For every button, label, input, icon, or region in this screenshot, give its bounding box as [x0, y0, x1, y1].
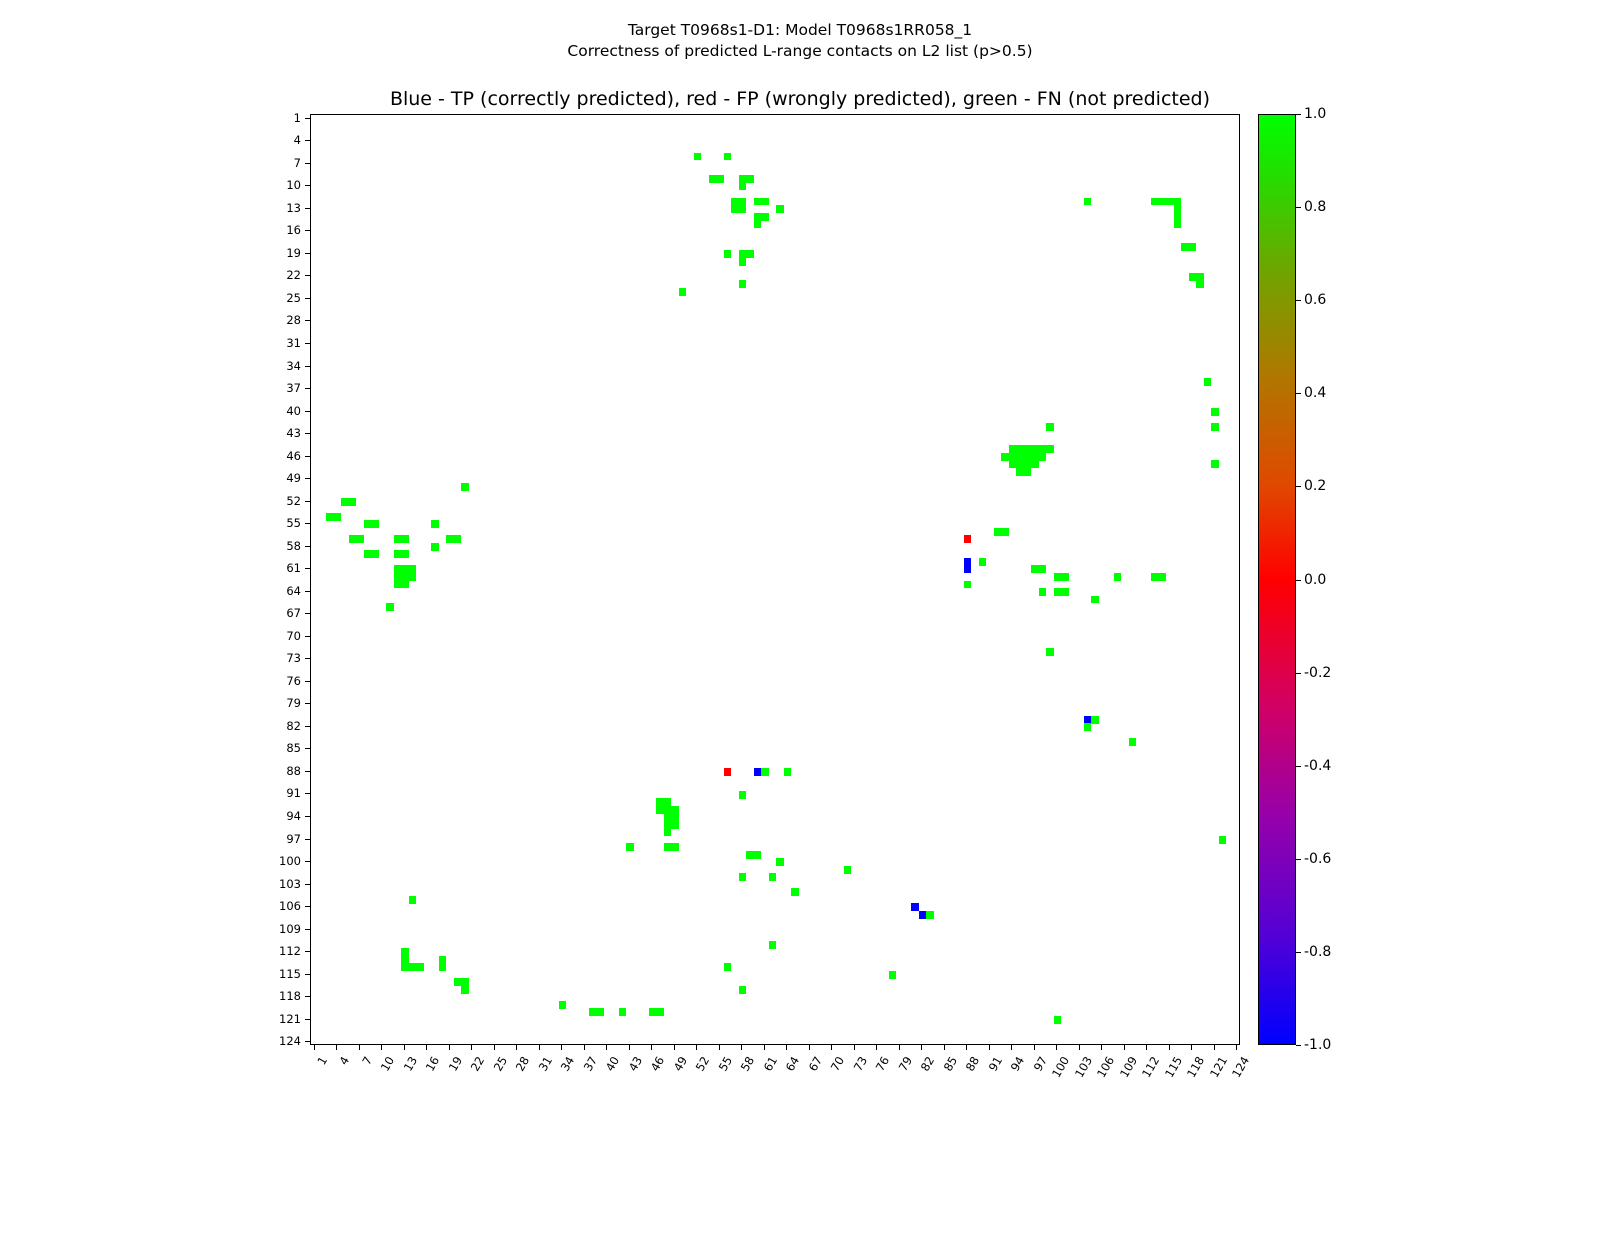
y-axis-tick-label: 79 [286, 696, 301, 711]
x-axis-tick-label: 22 [467, 1054, 488, 1074]
contact-cell [1039, 453, 1047, 461]
y-axis-tick-mark [305, 140, 310, 141]
x-axis-tick-mark [696, 1045, 697, 1050]
x-axis-tick-mark [516, 1045, 517, 1050]
x-axis-tick-mark [921, 1045, 922, 1050]
contact-cell [671, 821, 679, 829]
y-axis-tick-mark [305, 658, 310, 659]
colorbar-tick-label: 0.8 [1304, 199, 1327, 216]
y-axis-tick-mark [305, 681, 310, 682]
x-axis-tick-mark [786, 1045, 787, 1050]
y-axis-tick-label: 67 [286, 606, 301, 621]
y-axis-tick-label: 46 [286, 448, 301, 463]
contact-cell [1084, 198, 1092, 206]
contact-cells-layer [311, 115, 1239, 1044]
contact-cell [724, 963, 732, 971]
y-axis-tick-label: 58 [286, 538, 301, 553]
y-axis-tick-mark [305, 996, 310, 997]
colorbar-tick-mark [1296, 766, 1301, 767]
x-axis-tick-mark [1146, 1045, 1147, 1050]
x-axis-tick-mark [809, 1045, 810, 1050]
y-axis-tick-mark [305, 568, 310, 569]
y-axis-tick-mark [305, 320, 310, 321]
y-axis-tick-mark [305, 816, 310, 817]
y-axis-tick-mark [305, 433, 310, 434]
contact-cell [694, 153, 702, 161]
x-axis-tick-mark [741, 1045, 742, 1050]
x-axis-tick-label: 37 [580, 1054, 600, 1074]
y-axis-tick-label: 43 [286, 426, 301, 441]
colorbar-tick-label: 0.6 [1304, 292, 1327, 309]
y-axis-tick-label: 61 [286, 561, 301, 576]
y-axis-tick-mark [305, 793, 310, 794]
x-axis-tick-label: 28 [512, 1054, 533, 1074]
title-line-2: Correctness of predicted L-range contacts on L2 list (p>0.5) [567, 42, 1033, 60]
x-axis-tick-label: 106 [1094, 1054, 1118, 1081]
y-axis-tick-label: 22 [286, 268, 301, 283]
y-axis-tick-mark [305, 884, 310, 885]
x-axis-tick-label: 64 [782, 1054, 803, 1074]
x-axis-tick-mark [404, 1045, 405, 1050]
colorbar-tick-mark [1296, 673, 1301, 674]
y-axis-tick-mark [305, 185, 310, 186]
contact-cell [401, 535, 409, 543]
y-axis-tick-mark [305, 861, 310, 862]
contact-cell [1031, 460, 1039, 468]
contact-cell [401, 550, 409, 558]
y-axis-tick-mark [305, 1019, 310, 1020]
contact-cell [664, 828, 672, 836]
y-axis-tick-label: 115 [279, 966, 301, 981]
y-axis-tick-label: 4 [293, 133, 301, 148]
y-axis-tick-mark [305, 343, 310, 344]
y-axis-tick-mark [305, 974, 310, 975]
y-axis-tick-label: 34 [286, 358, 301, 373]
colorbar-tick-mark [1296, 1045, 1301, 1046]
x-axis-tick-label: 25 [490, 1054, 510, 1074]
contact-cell [1219, 836, 1227, 844]
x-axis-tick-label: 76 [872, 1054, 893, 1074]
y-axis-tick-mark [305, 230, 310, 231]
x-axis-tick-mark [1011, 1045, 1012, 1050]
contact-cell [1046, 648, 1054, 656]
colorbar-tick-label: -0.2 [1304, 664, 1332, 681]
y-axis-tick-label: 40 [286, 403, 301, 418]
x-axis-tick-label: 1 [314, 1054, 330, 1068]
x-axis-tick-mark [381, 1045, 382, 1050]
contact-cell [656, 1008, 664, 1016]
contact-cell [619, 1008, 627, 1016]
x-axis-tick-label: 10 [377, 1054, 398, 1074]
colorbar-tick-label: -0.6 [1304, 850, 1332, 867]
chart-title-block [0, 20, 1600, 62]
y-axis-tick-label: 121 [279, 1011, 301, 1026]
x-axis-tick-mark [651, 1045, 652, 1050]
x-axis-tick-label: 70 [827, 1054, 848, 1074]
contact-cell [1114, 573, 1122, 581]
contact-cell [1084, 723, 1092, 731]
y-axis-tick-label: 55 [286, 516, 301, 531]
y-axis-tick-mark [305, 253, 310, 254]
x-axis-tick-label: 67 [805, 1054, 825, 1074]
contact-cell [1159, 573, 1167, 581]
y-axis-tick-label: 124 [279, 1034, 301, 1049]
colorbar-tick-label: 0.0 [1304, 571, 1327, 588]
contact-cell [784, 768, 792, 776]
x-axis-tick-mark [944, 1045, 945, 1050]
contact-map-plot [310, 114, 1240, 1045]
x-axis-tick-label: 40 [602, 1054, 623, 1074]
y-axis-tick-mark [305, 411, 310, 412]
contact-cell [761, 198, 769, 206]
y-axis-tick-mark [305, 366, 310, 367]
x-axis-tick-mark [449, 1045, 450, 1050]
colorbar-tick-label: -1.0 [1304, 1037, 1332, 1053]
contact-cell [431, 520, 439, 528]
x-axis-tick-mark [1214, 1045, 1215, 1050]
contact-cell [754, 220, 762, 228]
y-axis-tick-mark [305, 1041, 310, 1042]
colorbar-tick-mark [1296, 859, 1301, 860]
colorbar [1258, 114, 1296, 1045]
colorbar-tick-label: -0.4 [1304, 757, 1332, 774]
y-axis-tick-label: 31 [286, 335, 301, 350]
contact-cell [739, 280, 747, 288]
colorbar-tick-mark [1296, 393, 1301, 394]
contact-cell [386, 603, 394, 611]
x-axis-tick-label: 43 [625, 1054, 645, 1074]
x-axis-tick-label: 7 [359, 1054, 375, 1068]
contact-cell [739, 791, 747, 799]
x-axis-tick-mark [674, 1045, 675, 1050]
y-axis-tick-label: 97 [286, 831, 301, 846]
contact-cell [761, 213, 769, 221]
x-axis-tick-mark [876, 1045, 877, 1050]
x-axis-tick-label: 85 [940, 1054, 960, 1074]
y-axis-tick-label: 49 [286, 471, 301, 486]
contact-cell [739, 873, 747, 881]
x-axis-tick-label: 58 [737, 1054, 758, 1074]
contact-cell [371, 520, 379, 528]
y-axis-tick-mark [305, 523, 310, 524]
x-axis-tick-label: 19 [445, 1054, 465, 1074]
contact-cell [356, 535, 364, 543]
y-axis-tick-label: 19 [286, 245, 301, 260]
contact-cell [889, 971, 897, 979]
x-axis-tick-label: 118 [1184, 1054, 1208, 1081]
x-axis-tick-label: 13 [400, 1054, 420, 1074]
contact-cell [671, 843, 679, 851]
contact-cell [401, 581, 409, 589]
x-axis-tick-mark [629, 1045, 630, 1050]
contact-cell [1196, 280, 1204, 288]
x-axis-tick-label: 103 [1071, 1054, 1095, 1081]
y-axis-tick-label: 28 [286, 313, 301, 328]
y-axis-tick-mark [305, 501, 310, 502]
contact-cell [1211, 408, 1219, 416]
y-axis-tick-mark [305, 388, 310, 389]
contact-cell [1039, 588, 1047, 596]
x-axis-tick-mark [606, 1045, 607, 1050]
x-axis-tick-label: 115 [1161, 1054, 1185, 1081]
colorbar-tick-label: 1.0 [1304, 106, 1327, 122]
contact-cell [724, 768, 732, 776]
x-axis-tick-label: 121 [1206, 1054, 1230, 1081]
contact-cell [776, 205, 784, 213]
title-line-1: Target T0968s1-D1: Model T0968s1RR058_1 [627, 21, 973, 39]
contact-cell [371, 550, 379, 558]
contact-cell [979, 558, 987, 566]
y-axis-tick-mark [305, 906, 310, 907]
contact-cell [926, 911, 934, 919]
colorbar-tick-mark [1296, 114, 1301, 115]
contact-cell [739, 205, 747, 213]
contact-cell [746, 250, 754, 258]
y-axis-tick-label: 25 [286, 290, 301, 305]
y-axis-tick-mark [305, 929, 310, 930]
contact-cell [1211, 423, 1219, 431]
x-axis-tick-label: 124 [1229, 1054, 1253, 1081]
x-axis-tick-label: 82 [917, 1054, 938, 1074]
contact-cell [739, 183, 747, 191]
x-axis-tick-mark [1034, 1045, 1035, 1050]
x-axis-tick-label: 4 [336, 1054, 353, 1068]
x-axis-tick-mark [584, 1045, 585, 1050]
y-axis-tick-mark [305, 591, 310, 592]
x-axis-tick-label: 34 [557, 1054, 578, 1074]
x-axis-tick-label: 31 [535, 1054, 555, 1074]
contact-cell [1211, 460, 1219, 468]
colorbar-tick-mark [1296, 952, 1301, 953]
contact-cell [761, 768, 769, 776]
contact-cell [349, 498, 357, 506]
y-axis-tick-mark [305, 951, 310, 952]
legend-annotation: Blue - TP (correctly predicted), red - FP (wrongly predicted), green - FN (not predicted) [389, 88, 1211, 110]
contact-cell [964, 565, 972, 573]
y-axis-tick-label: 76 [286, 673, 301, 688]
y-axis-tick-label: 109 [279, 921, 301, 936]
x-axis-tick-mark [359, 1045, 360, 1050]
y-axis-tick-label: 1 [293, 110, 301, 125]
x-axis-tick-label: 16 [422, 1054, 443, 1074]
contact-cell [769, 941, 777, 949]
y-axis-tick-mark [305, 839, 310, 840]
y-axis-tick-label: 7 [293, 155, 301, 170]
x-axis-tick-label: 73 [850, 1054, 870, 1074]
x-axis-tick-label: 88 [962, 1054, 983, 1074]
x-axis-tick-label: 100 [1049, 1054, 1073, 1081]
y-axis-tick-mark [305, 771, 310, 772]
colorbar-tick-mark [1296, 486, 1301, 487]
contact-cell [334, 513, 342, 521]
contact-cell [1061, 588, 1069, 596]
x-axis-tick-label: 49 [670, 1054, 690, 1074]
y-axis-tick-label: 103 [279, 876, 301, 891]
x-axis-tick-mark [989, 1045, 990, 1050]
contact-cell [1046, 445, 1054, 453]
colorbar-tick-label: -0.8 [1304, 943, 1332, 960]
y-axis-tick-label: 82 [286, 718, 301, 733]
contact-cell [844, 866, 852, 874]
x-axis-tick-label: 46 [647, 1054, 668, 1074]
contact-cell [559, 1001, 567, 1009]
y-axis-tick-label: 85 [286, 741, 301, 756]
x-axis-tick-mark [1056, 1045, 1057, 1050]
y-axis-tick-mark [305, 298, 310, 299]
y-axis-tick-mark [305, 163, 310, 164]
x-axis-tick-mark [1124, 1045, 1125, 1050]
y-axis-tick-label: 37 [286, 381, 301, 396]
y-axis-tick-mark [305, 613, 310, 614]
y-axis-tick-label: 10 [286, 178, 301, 193]
contact-cell [1054, 1016, 1062, 1024]
colorbar-tick-mark [1296, 580, 1301, 581]
x-axis-tick-mark [471, 1045, 472, 1050]
contact-cell [461, 986, 469, 994]
x-axis-tick-mark [561, 1045, 562, 1050]
colorbar-tick-mark [1296, 300, 1301, 301]
x-axis-tick-mark [831, 1045, 832, 1050]
y-axis-tick-mark [305, 456, 310, 457]
contact-cell [439, 963, 447, 971]
y-axis-tick-mark [305, 546, 310, 547]
y-axis-tick-mark [305, 478, 310, 479]
contact-cell [746, 175, 754, 183]
contact-cell [716, 175, 724, 183]
contact-cell [409, 573, 417, 581]
x-axis-tick-mark [1101, 1045, 1102, 1050]
contact-cell [1001, 528, 1009, 536]
y-axis-tick-mark [305, 275, 310, 276]
x-axis-tick-mark [314, 1045, 315, 1050]
contact-cell [964, 535, 972, 543]
y-axis-tick-label: 118 [279, 989, 301, 1004]
y-axis-tick-label: 112 [279, 944, 301, 959]
contact-cell [739, 258, 747, 266]
contact-cell [724, 250, 732, 258]
contact-cell [596, 1008, 604, 1016]
x-axis-tick-mark [539, 1045, 540, 1050]
x-axis-tick-mark [1236, 1045, 1237, 1050]
x-axis-tick-label: 94 [1007, 1054, 1028, 1074]
x-axis-tick-mark [1079, 1045, 1080, 1050]
x-axis-tick-mark [854, 1045, 855, 1050]
contact-cell [1129, 738, 1137, 746]
contact-cell [739, 986, 747, 994]
contact-cell [1024, 468, 1032, 476]
x-axis-tick-label: 79 [895, 1054, 915, 1074]
contact-cell [1091, 716, 1099, 724]
x-axis-tick-mark [764, 1045, 765, 1050]
contact-cell [1061, 573, 1069, 581]
contact-cell [431, 543, 439, 551]
y-axis-tick-mark [305, 208, 310, 209]
x-axis-tick-label: 61 [760, 1054, 780, 1074]
contact-cell [1046, 423, 1054, 431]
colorbar-tick-label: 0.4 [1304, 385, 1327, 402]
x-axis-tick-label: 109 [1116, 1054, 1140, 1081]
x-axis-tick-mark [899, 1045, 900, 1050]
y-axis-tick-label: 64 [286, 583, 301, 598]
contact-cell [461, 483, 469, 491]
colorbar-tick-mark [1296, 207, 1301, 208]
x-axis-tick-label: 97 [1030, 1054, 1050, 1074]
contact-cell [626, 843, 634, 851]
contact-cell [1189, 243, 1197, 251]
y-axis-tick-mark [305, 703, 310, 704]
y-axis-tick-mark [305, 636, 310, 637]
y-axis-tick-label: 88 [286, 763, 301, 778]
y-axis-tick-mark [305, 748, 310, 749]
x-axis-tick-label: 52 [692, 1054, 713, 1074]
contact-cell [1174, 220, 1182, 228]
x-axis-tick-label: 91 [985, 1054, 1005, 1074]
x-axis-tick-mark [426, 1045, 427, 1050]
y-axis-tick-label: 52 [286, 493, 301, 508]
y-axis-tick-label: 73 [286, 651, 301, 666]
contact-cell [1091, 596, 1099, 604]
x-axis-tick-mark [336, 1045, 337, 1050]
y-axis-tick-label: 100 [279, 854, 301, 869]
y-axis-tick-label: 94 [286, 809, 301, 823]
x-axis-tick-mark [719, 1045, 720, 1050]
contact-cell [964, 581, 972, 589]
y-axis-tick-label: 70 [286, 628, 301, 643]
y-axis-tick-mark [305, 726, 310, 727]
contact-cell [769, 873, 777, 881]
contact-cell [454, 535, 462, 543]
x-axis-tick-mark [494, 1045, 495, 1050]
contact-cell [776, 858, 784, 866]
x-axis-tick-mark [966, 1045, 967, 1050]
y-axis-tick-label: 91 [286, 786, 301, 801]
contact-cell [791, 888, 799, 896]
y-axis-tick-label: 16 [286, 223, 301, 238]
colorbar-tick-label: 0.2 [1304, 478, 1327, 495]
contact-cell [416, 963, 424, 971]
contact-cell [1204, 378, 1212, 386]
contact-cell [754, 851, 762, 859]
contact-cell [679, 288, 687, 296]
x-axis-tick-label: 112 [1139, 1054, 1163, 1081]
y-axis-tick-label: 13 [286, 200, 301, 215]
contact-cell [724, 153, 732, 161]
x-axis-tick-label: 55 [715, 1054, 735, 1074]
y-axis-tick-mark [305, 118, 310, 119]
x-axis-tick-mark [1191, 1045, 1192, 1050]
contact-cell [409, 896, 417, 904]
x-axis-tick-mark [1169, 1045, 1170, 1050]
y-axis-tick-label: 106 [279, 899, 301, 914]
contact-cell [1039, 565, 1047, 573]
